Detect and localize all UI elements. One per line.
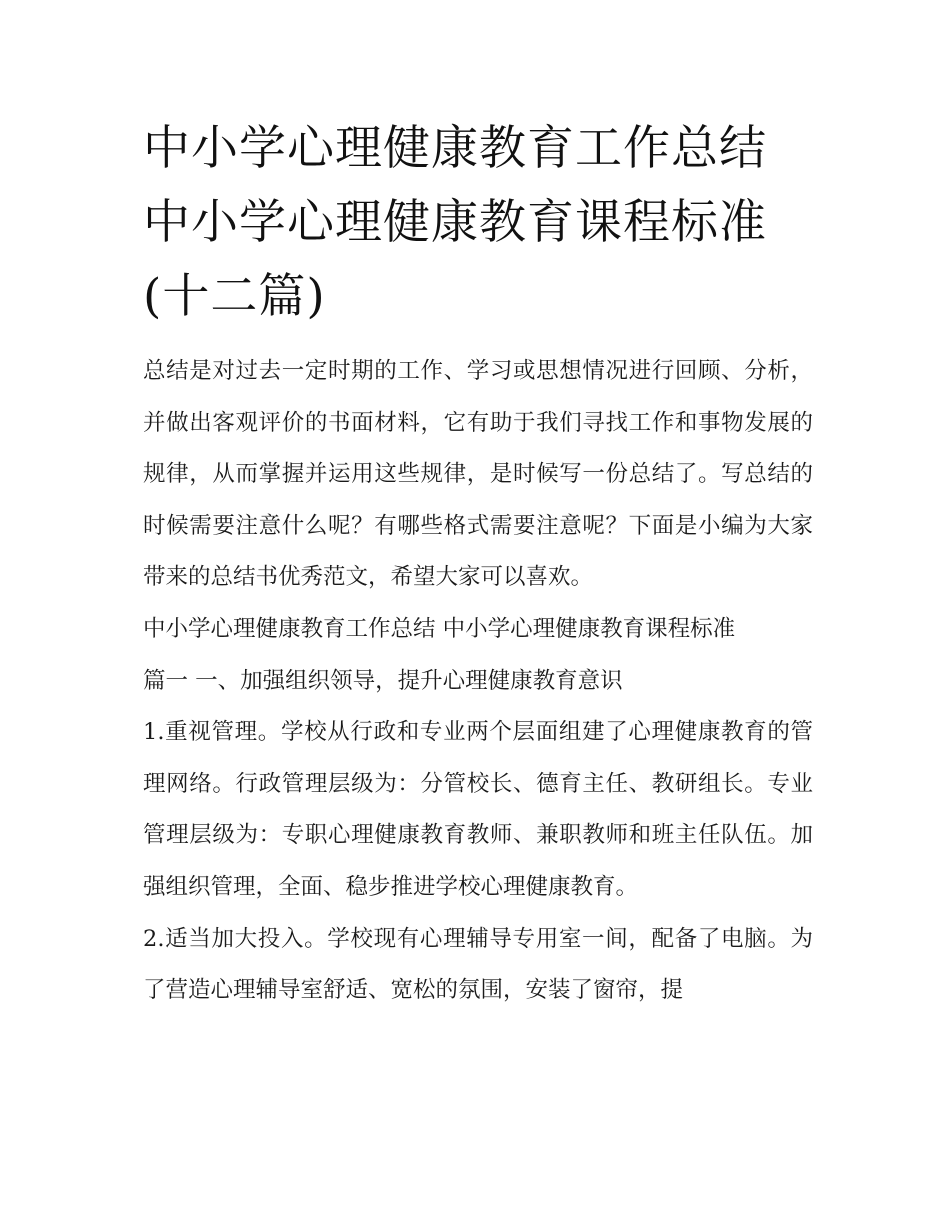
title-line-2: 中小学心理健康教育课程标准 <box>143 195 767 250</box>
document-page <box>143 112 813 1017</box>
subheading: 中小学心理健康教育工作总结 中小学心理健康教育课程标准 <box>143 615 736 642</box>
intro-paragraph: 总结是对过去一定时期的工作、学习或思想情况进行回顾、分析，并做出客观评价的书面材料，它有助于我们寻找工作和事物发展的规律，从而掌握并运用这些规律，是时候写一份总结了。写总结的时候需要注意什么呢？有哪些格式需要注意呢？下面是小编为大家带来的总结书优秀范文，希望大家可以喜欢。 <box>143 358 813 591</box>
list-item-1: 1.重视管理。学校从行政和专业两个层面组建了心理健康教育的管理网络。行政管理层级为：分管校长、德育主任、教研组长。专业管理层级为：专职心理健康教育教师、兼职教师和班主任队伍。加强组织管理，全面、稳步推进学校心理健康教育。 <box>143 719 813 900</box>
list-item-2: 2.适当加大投入。学校现有心理辅导专用室一间，配备了电脑。为了营造心理辅导室舒适、宽松的氛围，安装了窗帘，提 <box>143 925 813 1004</box>
title-line-1: 中小学心理健康教育工作总结 <box>143 121 767 176</box>
section-heading: 篇一 一、加强组织领导，提升心理健康教育意识 <box>143 667 623 694</box>
document-title <box>143 112 813 334</box>
title-line-3: (十二篇) <box>143 269 326 324</box>
document-body <box>143 346 813 1017</box>
